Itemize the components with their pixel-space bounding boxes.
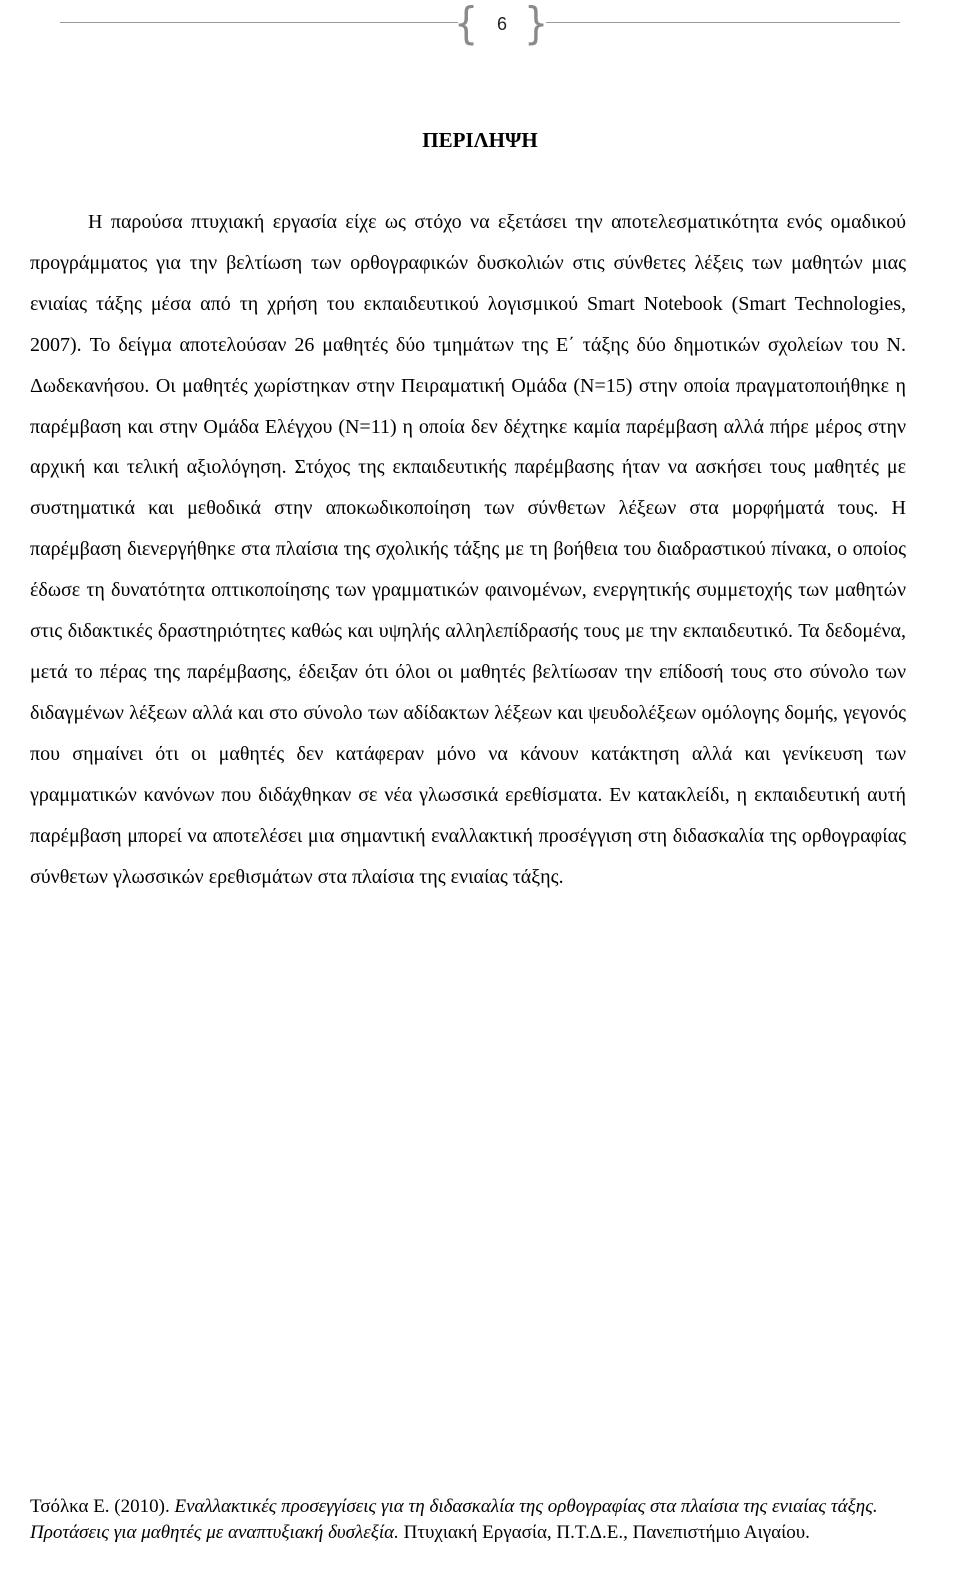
citation-author: Τσόλκα Ε. (2010). [30,1496,170,1517]
citation-publisher: Πτυχιακή Εργασία, Π.Τ.Δ.Ε., Πανεπιστήμιο Αιγαίου. [403,1522,810,1543]
header-rule-left [60,22,458,23]
header-rule-right [546,22,900,23]
citation-title: Εναλλακτικές προσεγγίσεις για τη διδασκαλία της ορθογραφίας στα πλαίσια της ενιαίας τάξης. Προτάσεις για μαθητές με αναπτυξιακή δυσλεξία. [30,1496,878,1543]
page-header [0,0,960,50]
right-brace-icon: } [524,0,549,49]
abstract-text: Η παρούσα πτυχιακή εργασία είχε ως στόχο να εξετάσει την αποτελεσματικότητα ενός ομαδικού προγράμματος για την βελτίωση των ορθογραφικών δυσκολιών στις σύνθετες λέξεις των μαθητών μιας ενιαίας τάξης μέσα από τη χρήση του εκπαιδευτικού λογισμικού Smart Notebook (Smart Technologies, 2007). Το δείγμα αποτελούσαν 26 μαθητές δύο τμημάτων της Ε΄ τάξης δύο δημοτικών σχολείων του Ν. Δωδεκανήσου. Οι μαθητές χωρίστηκαν στην Πειραματική Ομάδα (Ν=15) στην οποία πραγματοποιήθηκε η παρέμβαση και στην Ομάδα Ελέγχου (Ν=11) η οποία δεν δέχτηκε καμία παρέμβαση αλλά πήρε μέρος στην αρχική και τελική αξιολόγηση. Στόχος της εκπαιδευτικής παρέμβασης ήταν να ασκήσει τους μαθητές με συστηματικά και μεθοδικά στην αποκωδικοποίηση των σύνθετων λέξεων στα μορφήματά τους. Η παρέμβαση διενεργήθηκε στα πλαίσια της σχολικής τάξης με τη βοήθεια του διαδραστικού πίνακα, ο οποίος έδωσε τη δυνατότητα οπτικοποίησης των γραμματικών φαινομένων, ενεργητικής συμμετοχής των μαθητών στις διδακτικές δραστηριότητες καθώς και υψηλής αλληλεπίδρασής τους με την εκπαιδευτικό. Τα δεδομένα, μετά το πέρας της παρέμβασης, έδειξαν ότι όλοι οι μαθητές βελτίωσαν την επίδοσή τους στο σύνολο των διδαγμένων λέξεων αλλά και στο σύνολο των αδίδακτων λέξεων και ψευδολέξεων ομόλογης δομής, γεγονός που σημαίνει ότι οι μαθητές δεν κατάφεραν μόνο να κάνουν κατάκτηση αλλά και γενίκευση των γραμματικών κανόνων που διδάχθηκαν σε νέα γλωσσικά ερεθίσματα. Εν κατακλείδι, η εκπαιδευτική αυτή παρέμβαση μπορεί να αποτελέσει μια σημαντική εναλλακτική προσέγγιση στη διδασκαλία της ορθογραφίας σύνθετων γλωσσικών ερεθισμάτων στα πλαίσια της ενιαίας τάξης. [30,211,906,888]
abstract-paragraph [30,202,906,897]
page-number: 6 [496,14,507,34]
section-title: ΠΕΡΙΛΗΨΗ [422,128,538,152]
left-brace-icon: { [454,0,479,49]
footer-citation [30,1494,910,1546]
